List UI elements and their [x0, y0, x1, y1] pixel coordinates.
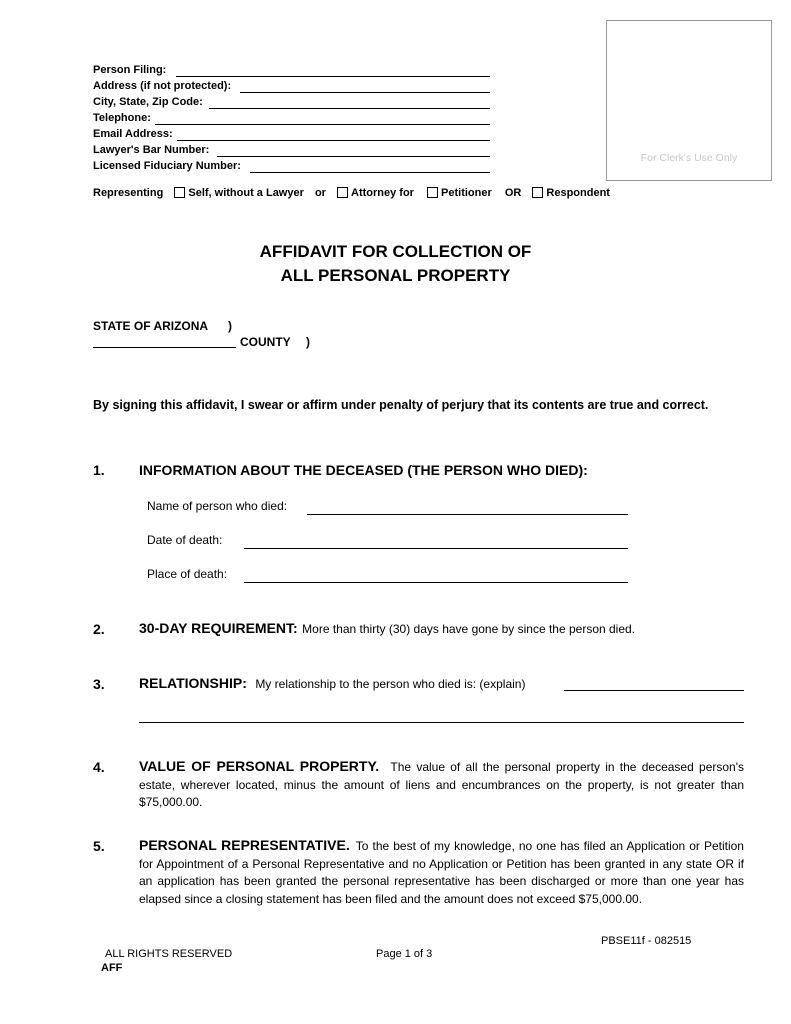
section-5-text: To the best of my knowledge, no one has filed an Application or Petition for Appointment of a Personal Representative and no Application or Petition has been granted in any state OR if an application has been granted the personal representative has been discharged or more than one year has elapsed since a closing statement has been filed and the amount does not exceed $75,000.00.	[139, 839, 744, 906]
person-filing-field[interactable]	[176, 76, 490, 77]
state-paren: )	[228, 319, 232, 333]
name-of-deceased-label: Name of person who died:	[147, 499, 288, 513]
telephone-field[interactable]	[155, 124, 490, 125]
section-2-number: 2.	[93, 621, 105, 637]
section-1-heading: INFORMATION ABOUT THE DECEASED (THE PERSON WHO DIED):	[139, 462, 588, 478]
address-field[interactable]	[240, 92, 490, 93]
county-name-field[interactable]	[93, 347, 236, 348]
form-code: PBSE11f - 082515	[601, 935, 692, 947]
rights-reserved: ALL RIGHTS RESERVED	[105, 948, 233, 960]
relationship-field-2[interactable]	[139, 722, 744, 723]
self-label: Self, without a Lawyer	[188, 187, 304, 199]
document-title-line-2: ALL PERSONAL PROPERTY	[280, 266, 511, 285]
respondent-label: Respondent	[546, 187, 610, 199]
email-field[interactable]	[177, 140, 490, 141]
section-2-row	[139, 620, 635, 638]
aff-code: AFF	[101, 962, 123, 974]
county-paren: )	[306, 335, 310, 349]
bar-number-label: Lawyer's Bar Number:	[93, 144, 210, 156]
representing-label: Representing	[93, 187, 164, 199]
relationship-field-1[interactable]	[564, 690, 744, 691]
or-caps-label: OR	[504, 187, 522, 199]
section-3-text: My relationship to the person who died is: (explain)	[255, 677, 526, 691]
clerk-use-label: For Clerk's Use Only	[640, 152, 738, 164]
name-of-deceased-field[interactable]	[307, 514, 628, 515]
representing-row	[93, 186, 610, 200]
section-4-paragraph	[139, 758, 744, 812]
section-3-heading: RELATIONSHIP:	[139, 675, 247, 691]
place-of-death-field[interactable]	[244, 582, 628, 583]
person-filing-label: Person Filing:	[93, 64, 167, 76]
state-label: STATE OF ARIZONA	[93, 319, 209, 333]
clerk-use-box	[606, 20, 772, 181]
attorney-checkbox[interactable]	[337, 187, 348, 198]
section-5-heading: PERSONAL REPRESENTATIVE.	[139, 837, 350, 853]
attorney-label: Attorney for	[351, 187, 414, 199]
section-4-heading: VALUE OF PERSONAL PROPERTY.	[139, 758, 380, 774]
self-checkbox[interactable]	[174, 187, 185, 198]
section-3-row	[139, 675, 525, 693]
page-number: Page 1 of 3	[376, 948, 433, 960]
date-of-death-field[interactable]	[244, 548, 628, 549]
section-1-number: 1.	[93, 462, 105, 478]
or-label: or	[314, 187, 326, 199]
section-3-number: 3.	[93, 676, 105, 692]
document-title-line-1: AFFIDAVIT FOR COLLECTION OF	[259, 242, 532, 261]
county-label: COUNTY	[240, 335, 291, 349]
section-4-text: The value of all the personal property in the deceased person's estate, wherever located, minus the amount of liens and encumbrances on the property, is not greater than $75,000.00.	[139, 760, 744, 809]
oath-statement: By signing this affidavit, I swear or affirm under penalty of perjury that its contents are true and correct.	[93, 398, 709, 412]
petitioner-checkbox[interactable]	[427, 187, 438, 198]
bar-number-field[interactable]	[217, 156, 490, 157]
address-label: Address (if not protected):	[93, 80, 232, 92]
fiduciary-number-field[interactable]	[250, 172, 490, 173]
city-state-zip-label: City, State, Zip Code:	[93, 96, 203, 108]
place-of-death-label: Place of death:	[147, 567, 228, 581]
section-5-paragraph	[139, 837, 744, 908]
fiduciary-number-label: Licensed Fiduciary Number:	[93, 160, 241, 172]
date-of-death-label: Date of death:	[147, 533, 223, 547]
petitioner-label: Petitioner	[441, 187, 492, 199]
section-4-number: 4.	[93, 759, 105, 775]
respondent-checkbox[interactable]	[532, 187, 543, 198]
email-label: Email Address:	[93, 128, 173, 140]
section-2-heading: 30-DAY REQUIREMENT:	[139, 620, 298, 636]
section-2-text: More than thirty (30) days have gone by since the person died.	[302, 622, 636, 636]
section-5-number: 5.	[93, 838, 105, 854]
city-state-zip-field[interactable]	[209, 108, 490, 109]
telephone-label: Telephone:	[93, 112, 151, 124]
